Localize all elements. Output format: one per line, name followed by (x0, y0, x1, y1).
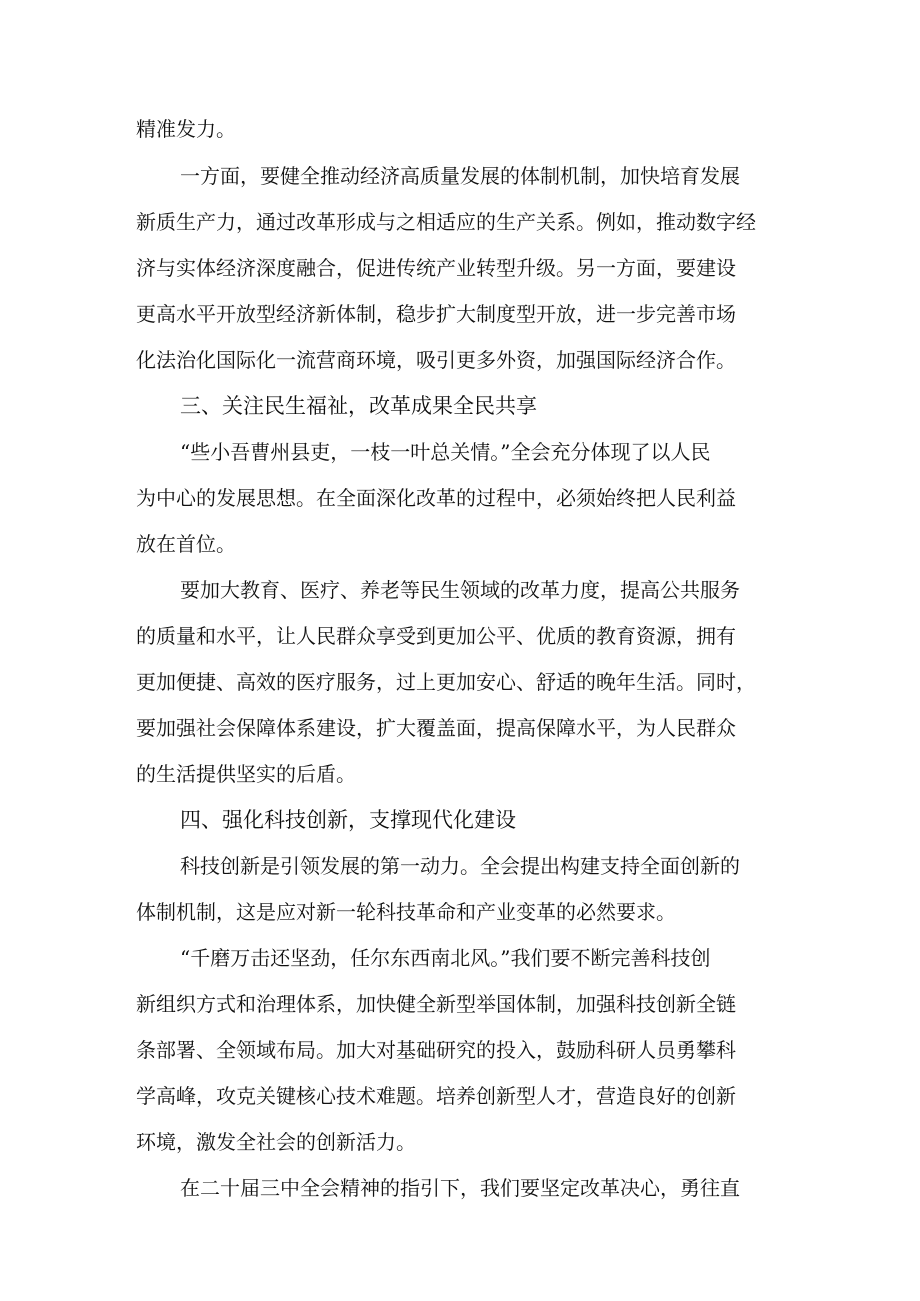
text-line: 新组织方式和治理体系，加快健全新型举国体制，加强科技创新全链 (136, 992, 736, 1016)
text-line: 的质量和水平，让人民群众享受到更加公平、优质的教育资源，拥有 (136, 624, 736, 648)
text-line: 放在首位。 (136, 532, 236, 556)
text-line: 条部署、全领域布局。加大对基础研究的投入，鼓励科研人员勇攀科 (136, 1038, 736, 1062)
text-line: 学高峰，攻克关键核心技术难题。培养创新型人才，营造良好的创新 (136, 1084, 736, 1108)
text-line: 精准发力。 (136, 117, 236, 141)
text-line: 环境，激发全社会的创新活力。 (136, 1130, 416, 1154)
text-line: 体制机制，这是应对新一轮科技革命和产业变革的必然要求。 (136, 900, 676, 924)
text-line: 在二十届三中全会精神的指引下，我们要坚定改革决心，勇往直 (180, 1176, 740, 1200)
text-line: 济与实体经济深度融合，促进传统产业转型升级。另一方面，要建设 (136, 256, 736, 280)
text-line: 要加强社会保障体系建设，扩大覆盖面，提高保障水平，为人民群众 (136, 716, 736, 740)
text-line: 更加便捷、高效的医疗服务，过上更加安心、舒适的晚年生活。同时， (136, 670, 756, 694)
section-heading-3: 三、关注民生福祉，改革成果全民共享 (180, 394, 537, 418)
section-heading-4: 四、强化科技创新，支撑现代化建设 (180, 808, 516, 832)
text-line: 新质生产力，通过改革形成与之相适应的生产关系。例如，推动数字经 (136, 210, 756, 234)
text-line: 化法治化国际化一流营商环境，吸引更多外资，加强国际经济合作。 (136, 348, 736, 372)
text-line: 科技创新是引领发展的第一动力。全会提出构建支持全面创新的 (180, 854, 740, 878)
text-line: 一方面，要健全推动经济高质量发展的体制机制，加快培育发展 (180, 164, 740, 188)
text-line: 的生活提供坚实的后盾。 (136, 762, 356, 786)
text-line: “些小吾曹州县吏，一枝一叶总关情。”全会充分体现了以人民 (180, 440, 711, 464)
text-line: 要加大教育、医疗、养老等民生领域的改革力度，提高公共服务 (180, 578, 740, 602)
text-line: “千磨万击还坚劲，任尔东西南北风。”我们要不断完善科技创 (180, 946, 711, 970)
text-line: 更高水平开放型经济新体制，稳步扩大制度型开放，进一步完善市场 (136, 302, 736, 326)
text-line: 为中心的发展思想。在全面深化改革的过程中，必须始终把人民利益 (136, 486, 736, 510)
